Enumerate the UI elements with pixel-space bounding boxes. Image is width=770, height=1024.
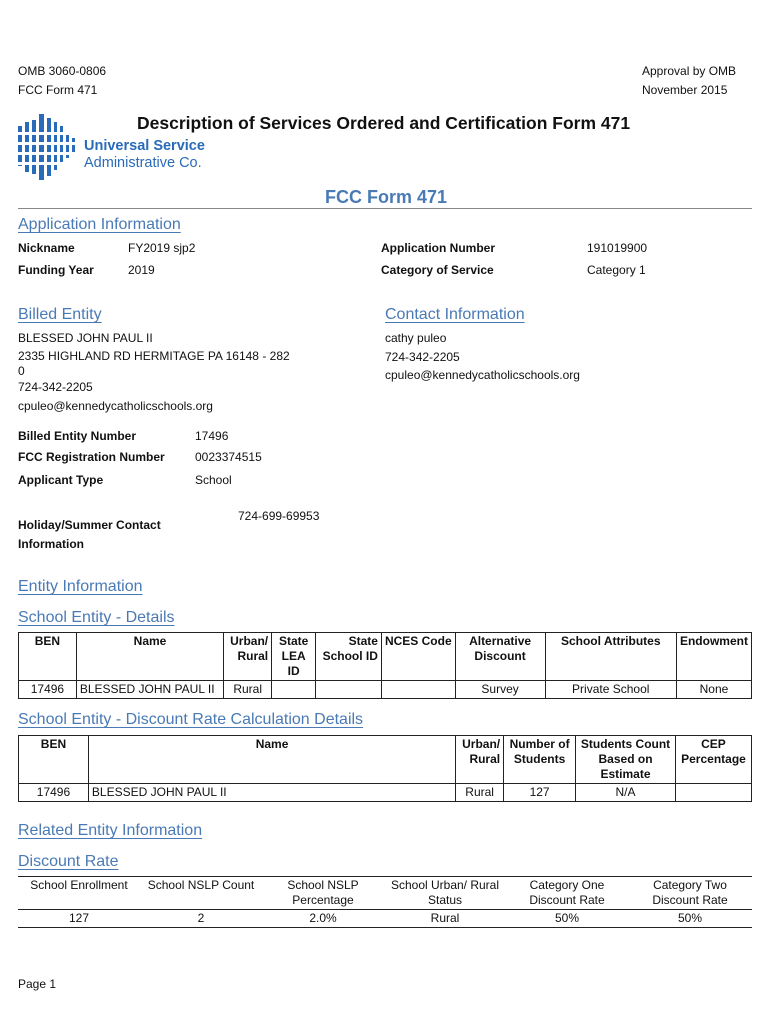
table-cell: BLESSED JOHN PAUL II: [88, 784, 455, 802]
table-cell: 17496: [19, 784, 89, 802]
column-header: Alternative Discount: [455, 633, 545, 681]
nickname-value: FY2019 sjp2: [128, 241, 196, 255]
table-cell: [272, 681, 316, 699]
column-header: CEP Percentage: [675, 736, 751, 784]
table-cell: Survey: [455, 681, 545, 699]
column-header: Urban/ Rural: [456, 736, 504, 784]
table-cell: 17496: [19, 681, 77, 699]
funding-year-value: 2019: [128, 263, 155, 277]
column-header: BEN: [19, 633, 77, 681]
table-cell: 127: [68, 911, 90, 925]
column-header: Category One Discount Rate: [506, 877, 628, 910]
column-header: Urban/ Rural: [224, 633, 272, 681]
discount-rate-heading: Discount Rate: [18, 853, 119, 870]
column-header: Category Two Discount Rate: [628, 877, 752, 910]
billed-entity-heading: Billed Entity: [18, 306, 102, 323]
divider: [18, 208, 752, 209]
contact-email: cpuleo@kennedycatholicschools.org: [385, 368, 580, 382]
column-header: School Urban/ Rural Status: [384, 877, 506, 910]
entity-info-heading: Entity Information: [18, 578, 143, 595]
holiday-label-line1: Holiday/Summer Contact: [18, 518, 161, 532]
nickname-label: Nickname: [18, 241, 75, 255]
table-cell: Private School: [545, 681, 676, 699]
discount-calc-heading: School Entity - Discount Rate Calculation Details: [18, 711, 364, 728]
billed-entity-phone: 724-342-2205: [18, 380, 93, 394]
related-entity-heading: Related Entity Information: [18, 822, 203, 839]
table-cell: Rural: [430, 911, 460, 925]
column-header: NCES Code: [381, 633, 455, 681]
school-details-heading: School Entity - Details: [18, 609, 175, 626]
usac-logo-icon: [16, 112, 86, 184]
table-cell: BLESSED JOHN PAUL II: [76, 681, 223, 699]
table-cell: 50%: [554, 911, 580, 925]
column-header: Students Count Based on Estimate: [576, 736, 676, 784]
table-cell: 2.0%: [309, 911, 337, 925]
page-number: Page 1: [18, 977, 57, 991]
column-header: School Attributes: [545, 633, 676, 681]
column-header: BEN: [19, 736, 89, 784]
table-cell: 50%: [677, 911, 703, 925]
school-details-table: [18, 632, 752, 699]
column-header: Name: [76, 633, 223, 681]
column-header: Name: [88, 736, 455, 784]
table-cell: N/A: [576, 784, 676, 802]
table-cell: Rural: [224, 681, 272, 699]
applicant-type-value: School: [195, 473, 232, 487]
holiday-value: 724-699-69953: [238, 509, 320, 523]
frn-label: FCC Registration Number: [18, 450, 165, 464]
category-value: Category 1: [587, 263, 646, 277]
billed-entity-address1: 2335 HIGHLAND RD HERMITAGE PA 16148 - 282: [18, 349, 290, 363]
holiday-label-line2: Information: [18, 537, 84, 551]
table-cell: 127: [504, 784, 576, 802]
table-cell: [675, 784, 751, 802]
table-header-row: [18, 877, 752, 910]
contact-name: cathy puleo: [385, 331, 447, 345]
column-header: Number of Students: [504, 736, 576, 784]
table-cell: [381, 681, 455, 699]
discount-rate-table: [18, 876, 752, 928]
column-header: Endowment: [676, 633, 751, 681]
form-title: FCC Form 471: [325, 187, 448, 207]
applicant-type-label: Applicant Type: [18, 473, 104, 487]
logo-line2: Administrative Co.: [84, 155, 202, 171]
application-heading: Application Information: [18, 216, 181, 233]
column-header: State School ID: [316, 633, 382, 681]
logo-line1: Universal Service: [84, 138, 205, 154]
app-number-label: Application Number: [381, 241, 496, 255]
app-number-value: 191019900: [587, 241, 648, 255]
ben-value: 17496: [195, 429, 229, 443]
category-label: Category of Service: [381, 263, 494, 277]
form-number: FCC Form 471: [18, 83, 98, 97]
table-cell: 2: [197, 911, 205, 925]
page-title: Description of Services Ordered and Certification Form 471: [137, 113, 631, 133]
approval-date: November 2015: [642, 83, 728, 97]
ben-label: Billed Entity Number: [18, 429, 137, 443]
table-row: [18, 910, 752, 928]
column-header: School NSLP Percentage: [262, 877, 384, 910]
billed-entity-name: BLESSED JOHN PAUL II: [18, 331, 153, 345]
funding-year-label: Funding Year: [18, 263, 94, 277]
discount-calc-table: [18, 735, 752, 802]
frn-value: 0023374515: [195, 450, 262, 464]
billed-entity-address2: 0: [18, 364, 25, 378]
column-header: State LEA ID: [272, 633, 316, 681]
approval-label: Approval by OMB: [642, 64, 737, 78]
billed-entity-email: cpuleo@kennedycatholicschools.org: [18, 399, 213, 413]
column-header: School Enrollment: [18, 877, 140, 910]
contact-heading: Contact Information: [385, 306, 525, 323]
table-row: [19, 784, 752, 802]
table-header-row: [19, 736, 752, 784]
table-cell: Rural: [456, 784, 504, 802]
table-cell: None: [676, 681, 751, 699]
table-row: [19, 681, 752, 699]
table-header-row: [19, 633, 752, 681]
omb-number: OMB 3060-0806: [18, 64, 107, 78]
column-header: School NSLP Count: [140, 877, 262, 910]
contact-phone: 724-342-2205: [385, 350, 460, 364]
table-cell: [316, 681, 382, 699]
